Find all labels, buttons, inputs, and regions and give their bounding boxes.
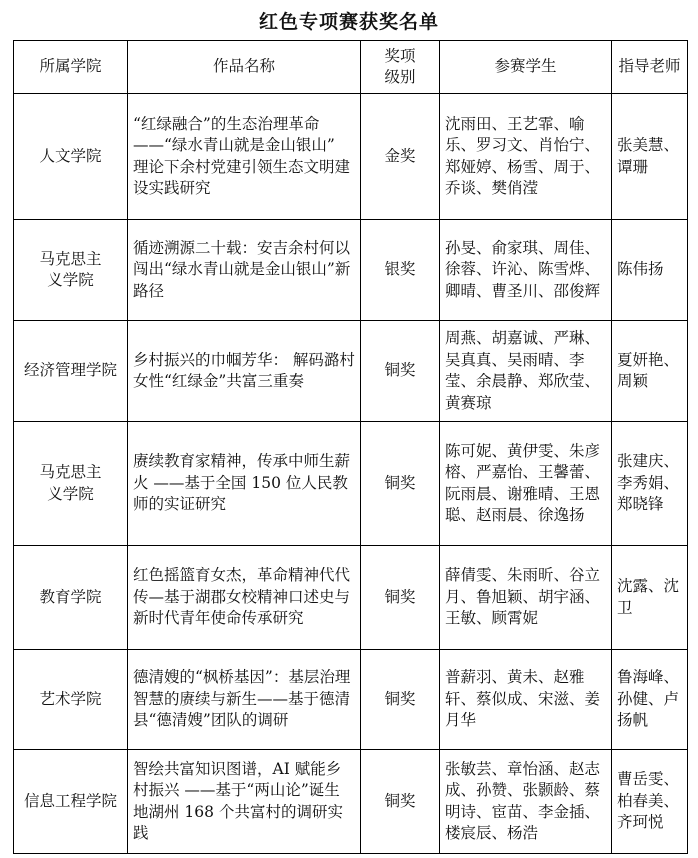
page-title: 红色专项赛获奖名单 <box>258 11 439 33</box>
advisors-cell: 张美慧、谭珊 <box>612 94 688 220</box>
advisors-cell: 陈伟扬 <box>612 220 688 321</box>
award-level-cell: 铜奖 <box>361 422 440 546</box>
table-row <box>14 422 688 546</box>
table-row <box>14 750 688 854</box>
award-level-cell: 铜奖 <box>361 750 440 854</box>
work-title-cell: 红色摇篮育女杰，革命精神代代传—基于湖郡女校精神口述史与新时代青年使命传承研究 <box>128 546 361 650</box>
college-cell: 人文学院 <box>14 94 128 220</box>
students-cell: 周燕、胡嘉诚、严琳、吴真真、吴雨晴、李莹、余晨静、郑欣莹、黄赛琼 <box>440 321 612 422</box>
table-header-row <box>14 41 688 94</box>
header-work: 作品名称 <box>128 41 361 94</box>
awards-table <box>13 40 688 854</box>
table-row <box>14 220 688 321</box>
students-cell: 孙旻、俞家琪、周佳、徐蓉、许沁、陈雪烨、卿晴、曹圣川、邵俊辉 <box>440 220 612 321</box>
work-title-cell: 赓续教育家精神，传承中师生薪火 ——基于全国 150 位人民教师的实证研究 <box>128 422 361 546</box>
table-row <box>14 546 688 650</box>
advisors-cell: 曹岳雯、柏春美、齐珂悦 <box>612 750 688 854</box>
award-level-cell: 金奖 <box>361 94 440 220</box>
header-college: 所属学院 <box>14 41 128 94</box>
advisors-cell: 夏妍艳、周颖 <box>612 321 688 422</box>
college-cell: 信息工程学院 <box>14 750 128 854</box>
award-level-cell: 银奖 <box>361 220 440 321</box>
college-cell: 艺术学院 <box>14 650 128 750</box>
students-cell: 陈可妮、黄伊雯、朱彦榕、严嘉怡、王馨蕾、阮雨晨、谢雅晴、王恩聪、赵雨晨、徐逸扬 <box>440 422 612 546</box>
header-advisors: 指导老师 <box>612 41 688 94</box>
work-title-cell: 乡村振兴的巾帼芳华： 解码潞村女性“红绿金”共富三重奏 <box>128 321 361 422</box>
table-row <box>14 650 688 750</box>
college-cell: 马克思主义学院 <box>14 422 128 546</box>
work-title-cell: “红绿融合”的生态治理革命——“绿水青山就是金山银山” 理论下余村党建引领生态文明建设实践研究 <box>128 94 361 220</box>
advisors-cell: 张建庆、李秀娟、郑晓锋 <box>612 422 688 546</box>
students-cell: 张敏芸、章怡涵、赵志成、孙赞、张颢龄、蔡明诗、宦苗、李金插、楼宸辰、杨浩 <box>440 750 612 854</box>
work-title-cell: 智绘共富知识图谱，AI 赋能乡村振兴 ——基于“两山论”诞生地湖州 168 个共富村的调研实践 <box>128 750 361 854</box>
students-cell: 薛倩雯、朱雨昕、谷立月、鲁旭颖、胡宇涵、王敏、顾霄妮 <box>440 546 612 650</box>
award-level-cell: 铜奖 <box>361 546 440 650</box>
advisors-cell: 鲁海峰、孙健、卢扬帆 <box>612 650 688 750</box>
advisors-cell: 沈露、沈卫 <box>612 546 688 650</box>
award-level-cell: 铜奖 <box>361 321 440 422</box>
table-row <box>14 321 688 422</box>
award-level-cell: 铜奖 <box>361 650 440 750</box>
table-row <box>14 94 688 220</box>
header-students: 参赛学生 <box>440 41 612 94</box>
work-title-cell: 德清嫂的“枫桥基因”：基层治理智慧的赓续与新生——基于德清县“德清嫂”团队的调研 <box>128 650 361 750</box>
work-title-cell: 循迹溯源二十载：安吉余村何以闯出“绿水青山就是金山银山”新路径 <box>128 220 361 321</box>
header-level: 奖项级别 <box>361 41 440 94</box>
college-cell: 马克思主义学院 <box>14 220 128 321</box>
students-cell: 沈雨田、王艺霏、喻乐、罗习文、肖怡宁、郑娅婷、杨雪、周于、乔谈、樊俏滢 <box>440 94 612 220</box>
college-cell: 经济管理学院 <box>14 321 128 422</box>
students-cell: 普薪羽、黄未、赵雅轩、蔡似成、宋滋、姜月华 <box>440 650 612 750</box>
college-cell: 教育学院 <box>14 546 128 650</box>
